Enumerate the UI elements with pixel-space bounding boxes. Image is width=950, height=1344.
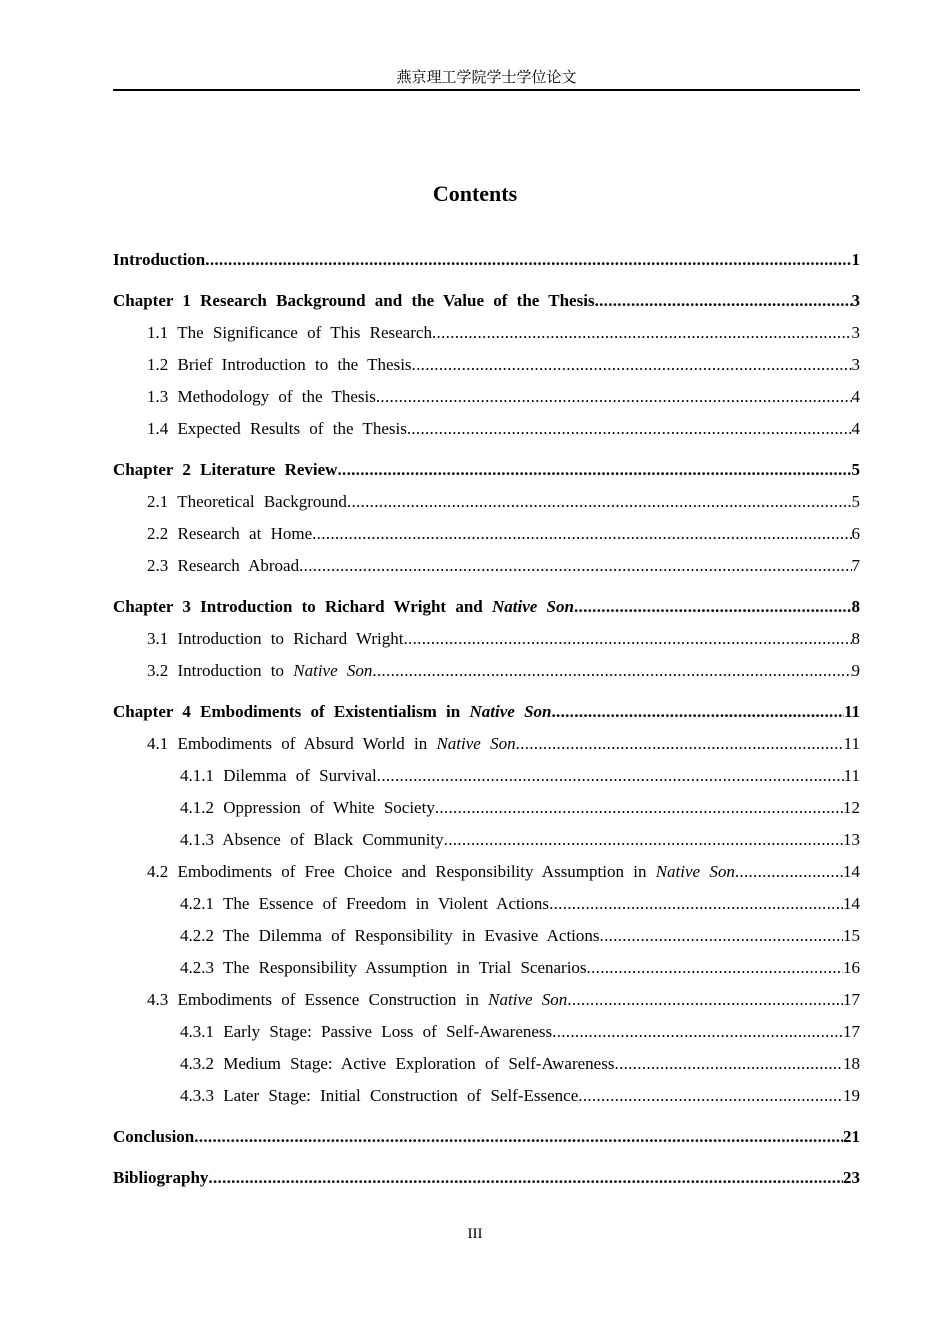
toc-entry-title	[147, 521, 312, 547]
toc-entry-text: 4.3.3 Later Stage: Initial Construction of Self-Essence	[180, 1086, 579, 1105]
toc-chapter-entry[interactable]	[113, 457, 860, 489]
toc-entry-text: 1.2 Brief Introduction to the Thesis	[147, 355, 412, 374]
toc-page-number: 14	[843, 862, 860, 881]
toc-entry-title	[180, 955, 587, 981]
toc-page-number: 14	[843, 894, 860, 913]
toc-entry-text: Bibliography	[113, 1168, 209, 1187]
toc-subsection-entry[interactable]	[113, 827, 860, 859]
toc-dot-leader	[435, 795, 843, 821]
toc-entry-title	[147, 384, 376, 410]
toc-page-number: 13	[843, 830, 860, 849]
toc-entry-title	[113, 1165, 208, 1191]
toc-entry-title	[147, 489, 347, 515]
toc-entry-text: 4.3 Embodiments of Essence Construction in	[147, 990, 489, 1009]
toc-dot-leader	[312, 521, 851, 547]
toc-entry-text: 3.1 Introduction to Richard Wright	[147, 629, 404, 648]
toc-entry-title	[180, 1083, 578, 1109]
table-of-contents	[113, 247, 860, 1197]
toc-entry-text: 4.1.2 Oppression of White Society	[180, 798, 435, 817]
toc-chapter-entry[interactable]	[113, 594, 860, 626]
toc-dot-leader	[347, 489, 852, 515]
toc-section-entry[interactable]	[113, 384, 860, 416]
page-number: III	[467, 1226, 483, 1242]
toc-chapter-entry[interactable]	[113, 247, 860, 279]
toc-dot-leader	[377, 763, 844, 789]
toc-entry-title	[147, 416, 407, 442]
toc-page-number: 16	[843, 958, 860, 977]
toc-subsection-entry[interactable]	[113, 923, 860, 955]
toc-page-number: 1	[851, 250, 860, 269]
toc-page-number: 6	[851, 524, 860, 543]
toc-dot-leader	[208, 1165, 843, 1191]
toc-dot-leader	[444, 827, 843, 853]
toc-page-number: 17	[843, 1022, 860, 1041]
toc-entry-title	[147, 320, 432, 346]
toc-dot-leader	[432, 320, 852, 346]
toc-dot-leader	[735, 859, 843, 885]
toc-entry-title	[147, 352, 412, 378]
toc-page-number: 5	[851, 460, 860, 479]
toc-entry-text: 1.1 The Significance of This Research	[147, 323, 432, 342]
toc-entry-title	[180, 1019, 552, 1045]
toc-page-number: 8	[851, 597, 860, 616]
toc-dot-leader	[299, 553, 851, 579]
toc-page-number: 11	[843, 766, 860, 785]
toc-entry-text: Introduction	[113, 250, 206, 269]
toc-dot-leader	[549, 891, 843, 917]
toc-dot-leader	[205, 247, 851, 273]
toc-section-entry[interactable]	[113, 416, 860, 448]
toc-subsection-entry[interactable]	[113, 763, 860, 795]
toc-entry-italic-text: Native Son	[491, 597, 574, 616]
toc-entry-text: 1.4 Expected Results of the Thesis	[147, 419, 407, 438]
toc-page-number: 18	[843, 1054, 860, 1073]
toc-entry-title	[180, 763, 377, 789]
toc-dot-leader	[404, 626, 852, 652]
toc-entry-text: 4.2.2 The Dilemma of Responsibility in Evasive Actions	[180, 926, 600, 945]
toc-dot-leader	[372, 658, 851, 684]
toc-section-entry[interactable]	[113, 553, 860, 585]
toc-entry-text: Conclusion	[113, 1127, 195, 1146]
toc-entry-title	[180, 1051, 614, 1077]
toc-entry-title	[180, 795, 435, 821]
toc-dot-leader	[552, 1019, 843, 1045]
toc-entry-text: Chapter 3 Introduction to Richard Wright and	[113, 597, 492, 616]
toc-section-entry[interactable]	[113, 352, 860, 384]
toc-entry-text: Chapter 1 Research Background and the Value of the Thesis	[113, 291, 595, 310]
toc-entry-title	[147, 626, 404, 652]
toc-subsection-entry[interactable]	[113, 891, 860, 923]
toc-entry-title	[113, 1124, 194, 1150]
toc-entry-title	[113, 247, 205, 273]
toc-section-entry[interactable]	[113, 521, 860, 553]
toc-entry-title	[180, 827, 444, 853]
toc-entry-title	[113, 288, 595, 314]
toc-section-entry[interactable]	[113, 987, 860, 1019]
toc-dot-leader	[412, 352, 852, 378]
toc-dot-leader	[587, 955, 843, 981]
toc-entry-text: Chapter 4 Embodiments of Existentialism in	[113, 702, 470, 721]
toc-dot-leader	[376, 384, 852, 410]
toc-dot-leader	[516, 731, 844, 757]
toc-section-entry[interactable]	[113, 731, 860, 763]
toc-entry-italic-text: Native Son	[469, 702, 552, 721]
toc-entry-text: 3.2 Introduction to	[147, 661, 294, 680]
toc-entry-text: Chapter 2 Literature Review	[113, 460, 338, 479]
toc-page-number: 21	[843, 1127, 860, 1146]
toc-chapter-entry[interactable]	[113, 288, 860, 320]
toc-dot-leader	[407, 416, 852, 442]
toc-page-number: 3	[851, 323, 860, 342]
toc-entry-title	[147, 553, 299, 579]
toc-dot-leader	[574, 594, 852, 620]
toc-entry-text: 2.1 Theoretical Background	[147, 492, 347, 511]
toc-entry-title	[180, 891, 549, 917]
toc-subsection-entry[interactable]	[113, 1051, 860, 1083]
toc-entry-text: 4.1.1 Dilemma of Survival	[180, 766, 377, 785]
toc-section-entry[interactable]	[113, 489, 860, 521]
toc-dot-leader	[337, 457, 851, 483]
toc-page-number: 19	[843, 1086, 860, 1105]
toc-page-number: 15	[843, 926, 860, 945]
toc-entry-text: 2.2 Research at Home	[147, 524, 313, 543]
toc-page-number: 3	[851, 355, 860, 374]
toc-entry-title	[147, 731, 516, 757]
toc-dot-leader	[567, 987, 843, 1013]
toc-entry-title	[147, 987, 567, 1013]
toc-entry-italic-text: Native Son	[436, 734, 516, 753]
toc-page-number: 4	[851, 419, 860, 438]
contents-title: Contents	[432, 181, 518, 206]
toc-entry-text: 4.2.3 The Responsibility Assumption in Trial Scenarios	[180, 958, 587, 977]
toc-page-number: 11	[843, 702, 860, 721]
toc-page-number: 12	[843, 798, 860, 817]
toc-page-number: 4	[851, 387, 860, 406]
toc-entry-title	[180, 923, 600, 949]
toc-entry-italic-text: Native Son	[488, 990, 568, 1009]
toc-entry-text: 2.3 Research Abroad	[147, 556, 300, 575]
toc-dot-leader	[551, 699, 843, 725]
toc-entry-title	[113, 699, 551, 725]
toc-dot-leader	[595, 288, 852, 314]
toc-dot-leader	[600, 923, 843, 949]
toc-chapter-entry[interactable]	[113, 1124, 860, 1156]
toc-subsection-entry[interactable]	[113, 1019, 860, 1051]
toc-entry-text: 1.3 Methodology of the Thesis	[147, 387, 376, 406]
toc-page-number: 17	[843, 990, 860, 1009]
toc-subsection-entry[interactable]	[113, 795, 860, 827]
toc-section-entry[interactable]	[113, 658, 860, 690]
toc-entry-title	[147, 859, 735, 885]
toc-dot-leader	[614, 1051, 843, 1077]
toc-page-number: 9	[851, 661, 860, 680]
toc-subsection-entry[interactable]	[113, 955, 860, 987]
toc-section-entry[interactable]	[113, 859, 860, 891]
toc-dot-leader	[578, 1083, 843, 1109]
toc-page-number: 5	[851, 492, 860, 511]
toc-section-entry[interactable]	[113, 626, 860, 658]
toc-chapter-entry[interactable]	[113, 699, 860, 731]
toc-page-number: 23	[843, 1168, 860, 1187]
toc-entry-title	[113, 457, 337, 483]
toc-section-entry[interactable]	[113, 320, 860, 352]
toc-entry-text: 4.2 Embodiments of Free Choice and Responsibility Assumption in	[147, 862, 656, 881]
toc-chapter-entry[interactable]	[113, 1165, 860, 1197]
toc-entry-title	[113, 594, 574, 620]
toc-page-number: 8	[851, 629, 860, 648]
toc-entry-text: 4.3.2 Medium Stage: Active Exploration of Self-Awareness	[180, 1054, 615, 1073]
toc-entry-text: 4.1.3 Absence of Black Community	[180, 830, 444, 849]
toc-subsection-entry[interactable]	[113, 1083, 860, 1115]
toc-entry-title	[147, 658, 372, 684]
toc-page-number: 7	[851, 556, 860, 575]
toc-page-number: 3	[851, 291, 860, 310]
toc-entry-text: 4.3.1 Early Stage: Passive Loss of Self-Awareness	[180, 1022, 553, 1041]
toc-page-number: 11	[843, 734, 860, 753]
toc-entry-italic-text: Native Son	[655, 862, 735, 881]
toc-entry-italic-text: Native Son	[293, 661, 373, 680]
toc-dot-leader	[194, 1124, 843, 1150]
page-header: 燕京理工学院学士学位论文	[113, 68, 860, 91]
toc-entry-text: 4.1 Embodiments of Absurd World in	[147, 734, 437, 753]
toc-entry-text: 4.2.1 The Essence of Freedom in Violent Actions	[180, 894, 550, 913]
